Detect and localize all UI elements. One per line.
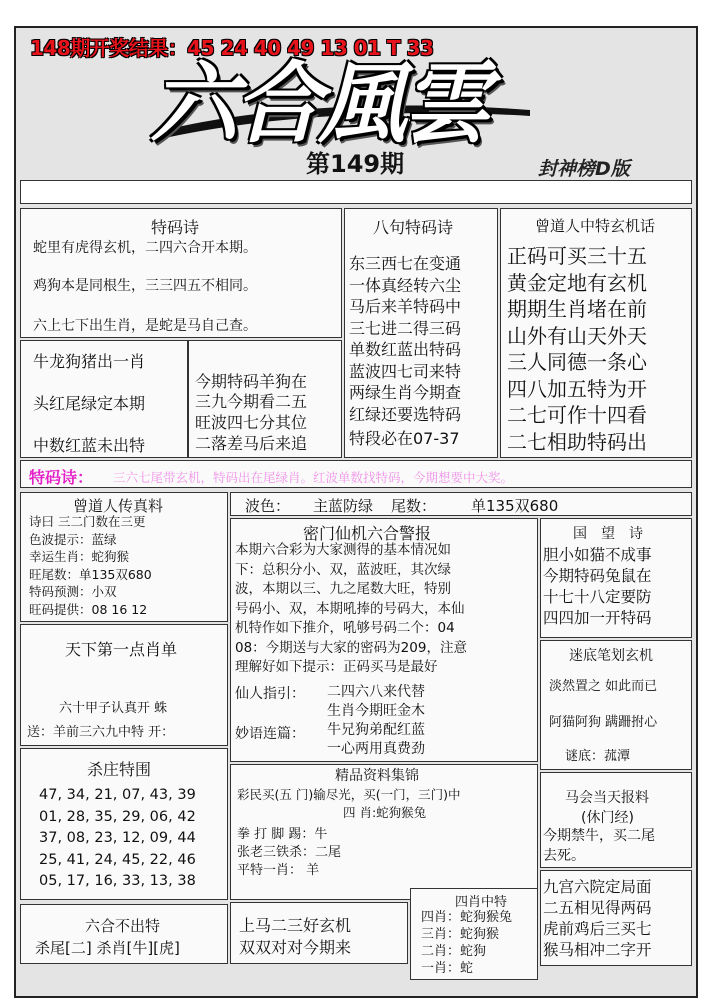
verse-line: 二七相助特码出	[507, 429, 647, 454]
fax-info-line: 幸运生肖：蛇狗猴	[29, 549, 130, 564]
four-zodiac-line: 一肖：蛇	[421, 961, 474, 976]
wave-value: 主蓝防绿	[313, 497, 374, 515]
verse-line: 四八加五特为开	[507, 376, 647, 401]
daoren-verse-title: 曾道人中特玄机话	[535, 217, 656, 235]
verse-line: 二七可作十四看	[507, 403, 647, 427]
kill-bank-row: 25, 41, 24, 45, 22, 46	[39, 851, 196, 868]
tianxia-title: 天下第一点肖单	[65, 640, 178, 659]
tema-poem-line: 鸡狗本是同根生，三三四五不相同。	[33, 278, 257, 294]
fax-info-title: 曾道人传真料	[73, 497, 164, 515]
saying-line: 牛兄狗弟配红蓝	[327, 722, 425, 738]
daoren-verse-box	[500, 208, 692, 458]
secret-alert-line: 波，本期以三、九之尾数大旺，特别	[235, 581, 451, 597]
tianxia-line: 六十甲子认真开 蛛	[59, 701, 168, 716]
riddle-answer: 谜底：菰潭	[565, 749, 631, 764]
zodiac-hint-line: 中数红蓝未出特	[33, 436, 146, 455]
fax-info-line: 色波提示：蓝绿	[29, 531, 117, 547]
header-divider-bar	[20, 180, 692, 204]
riddle-line: 淡然置之 如此而已	[549, 679, 658, 694]
guowang-line: 今期特码兔鼠在	[543, 567, 652, 585]
zodiac-hint-line: 牛龙狗猪出一肖	[33, 352, 146, 371]
selected-info-line: 彩民买(五 门)输尽光，买(一门，三门)中	[237, 787, 461, 802]
no-special-line: 杀尾[二] 杀肖[牛][虎]	[35, 939, 180, 957]
mount-verse-line: 双双对对今期来	[239, 938, 352, 957]
verse-line: 黄金定地有玄机	[507, 270, 647, 295]
secret-alert-line: 机特作如下推介，吼够号码二个：04	[235, 620, 455, 636]
tema-poem-banner	[20, 460, 692, 488]
secret-alert-body	[235, 541, 467, 678]
horse-club-line: 今期禁牛，买二尾	[543, 828, 655, 844]
tema-poem-line: 蛇里有虎得玄机，二四六合开本期。	[33, 240, 257, 256]
guide-line: 二四六八来代替	[327, 684, 425, 700]
wave-tail-bar	[230, 492, 692, 516]
tema-verse-line: 二落差马后来追	[195, 434, 308, 453]
poem-line: 单数红蓝出特码	[349, 340, 462, 359]
saying-label: 妙语连篇：	[235, 726, 305, 742]
secret-alert-line: 本期六合彩为大家测得的基本情况如	[235, 542, 451, 558]
tema-verse-box	[188, 340, 342, 458]
horse-club-box	[540, 772, 692, 868]
fax-info-line: 特码预测：小双	[29, 584, 117, 599]
kill-bank-title: 杀庄特围	[87, 760, 152, 779]
selected-info-item: 张老三铁杀：二尾	[237, 845, 342, 860]
zodiac-hint-box	[20, 340, 188, 458]
riddle-line: 阿猫阿狗 蹒跚拊心	[549, 715, 658, 730]
kill-bank-numbers	[39, 785, 196, 893]
kill-bank-row: 37, 08, 23, 12, 09, 44	[39, 830, 196, 846]
tail-value: 单135双680	[471, 497, 559, 515]
four-zodiac-line: 三肖：蛇狗猴	[421, 927, 500, 942]
saying-line: 一心两用真费劲	[327, 741, 425, 757]
guowang-poem-box	[540, 518, 692, 638]
horse-club-subtitle: (休门经)	[581, 810, 634, 826]
secret-alert-line: 号码小、双，本期吼捧的号码大，本仙	[235, 600, 465, 617]
tema-verse-line: 今期特码羊狗在	[195, 372, 308, 391]
wave-label: 波色：	[245, 497, 291, 515]
riddle-box	[540, 640, 692, 770]
guowang-line: 四四加一开特码	[543, 609, 652, 627]
poem-line: 蓝波四七司来特	[349, 361, 462, 381]
nine-palace-line: 虎前鸡后三买七	[543, 920, 652, 938]
tema-poem-line: 六上七下出生肖，是蛇是马自己查。	[33, 318, 257, 334]
four-zodiac-line: 二肖：蛇狗	[421, 944, 487, 959]
four-zodiac-body	[421, 909, 512, 977]
four-zodiac-line: 四肖：蛇狗猴兔	[421, 910, 513, 925]
poem-line: 马后来羊特码中	[349, 297, 462, 316]
tema-poem-box	[20, 208, 342, 338]
no-special-title: 六合不出特	[85, 917, 161, 935]
selected-info-item: 平特一肖： 羊	[237, 863, 320, 878]
guowang-poem-body	[543, 545, 652, 629]
tema-verse-line: 三九今期看二五	[195, 392, 308, 411]
guide-label: 仙人指引：	[235, 686, 305, 702]
verse-line: 三人同德一条心	[507, 350, 647, 374]
secret-alert-line: 理解好如下提示：正码买马是最好	[235, 659, 438, 675]
eight-line-poem-title: 八句特码诗	[373, 218, 454, 237]
poem-line: 红绿还要选特码	[349, 404, 462, 424]
poem-line: 东三西七在变通	[349, 254, 462, 273]
riddle-title: 迷底笔划玄机	[569, 648, 653, 664]
eight-line-poem-box	[344, 208, 498, 458]
issue-number: 第149期	[306, 150, 405, 178]
secret-alert-line: 08：今期送与大家的密码为209，注意	[235, 639, 467, 656]
verse-line: 正码可买三十五	[507, 244, 647, 268]
no-special-box	[20, 904, 228, 964]
verse-line: 期期生肖堵在前	[507, 297, 647, 321]
daoren-verse-body	[507, 243, 647, 455]
poem-line: 一体真经转六尘	[349, 275, 462, 295]
horse-club-line: 去死。	[543, 848, 585, 864]
guowang-poem-title: 国 望 诗	[573, 526, 643, 542]
secret-alert-title: 密门仙机六合警报	[303, 524, 432, 543]
fax-info-line: 诗曰 三二门数在三更	[29, 514, 146, 529]
selected-info-box	[230, 764, 538, 900]
guide-line: 生肖今期旺金木	[327, 703, 425, 719]
draw-result-banner: 148期开奖结果：45 24 40 49 13 01 T 33	[30, 36, 434, 60]
tema-verse-line: 旺波四七分其位	[195, 413, 308, 432]
poem-line: 特段必在07-37	[349, 429, 460, 448]
tianxia-single-box	[20, 624, 228, 746]
selected-info-item: 拳 打 脚 踢：牛	[237, 827, 328, 842]
zodiac-hint-line: 头红尾绿定本期	[33, 394, 146, 413]
kill-bank-row: 47, 34, 21, 07, 43, 39	[39, 787, 196, 803]
horse-club-title: 马会当天报料	[565, 790, 649, 806]
kill-bank-box	[20, 748, 228, 900]
masthead-title: 六合風雲	[150, 51, 487, 155]
tema-banner-label: 特码诗：	[29, 468, 94, 487]
nine-palace-body	[543, 877, 652, 961]
verse-line: 山外有山天外天	[507, 323, 647, 348]
guowang-line: 十七十八定要防	[543, 588, 652, 606]
nine-palace-line: 二五相见得两码	[543, 899, 652, 917]
tail-label: 尾数：	[391, 497, 437, 515]
fax-info-line: 旺码提供：08 16 12	[29, 601, 148, 617]
mount-verse-box	[230, 902, 408, 964]
nine-palace-box	[540, 870, 692, 966]
kill-bank-row: 05, 17, 16, 33, 13, 38	[39, 873, 196, 889]
four-zodiac-title: 四肖中特	[455, 895, 508, 910]
poem-line: 两绿生肖今期查	[349, 383, 462, 402]
poem-line: 三七进二得三码	[349, 318, 462, 338]
kill-bank-row: 01, 28, 35, 29, 06, 42	[39, 808, 196, 825]
tianxia-line: 送：羊前三六九中特 开：	[27, 725, 175, 740]
secret-alert-box	[230, 518, 538, 762]
secret-alert-line: 下：总积分小、双，蓝波旺，其次绿	[235, 561, 451, 578]
nine-palace-line: 猴马相冲二字开	[543, 941, 652, 959]
fax-info-body	[29, 513, 152, 618]
fax-info-box	[20, 492, 228, 622]
guowang-line: 胆小如猫不成事	[543, 546, 652, 564]
mount-verse-line: 上马二三好玄机	[239, 916, 352, 935]
eight-line-poem-body	[349, 253, 461, 450]
four-zodiac-box	[410, 888, 538, 980]
selected-info-title: 精品资料集锦	[335, 768, 419, 784]
tema-banner-text: 三六七尾带玄机，特码出在尾绿肖。红波单数找特码，今期想要中大奖。	[113, 470, 514, 485]
fax-info-line: 旺尾数：单135双680	[29, 566, 152, 582]
selected-info-line: 四 肖:蛇狗猴兔	[343, 805, 427, 820]
tema-poem-title: 特码诗	[151, 218, 200, 237]
saying-lines	[327, 721, 425, 759]
guide-lines	[327, 683, 425, 721]
nine-palace-line: 九宫六院定局面	[543, 878, 652, 896]
edition-label: 封神榜D版	[538, 158, 630, 180]
